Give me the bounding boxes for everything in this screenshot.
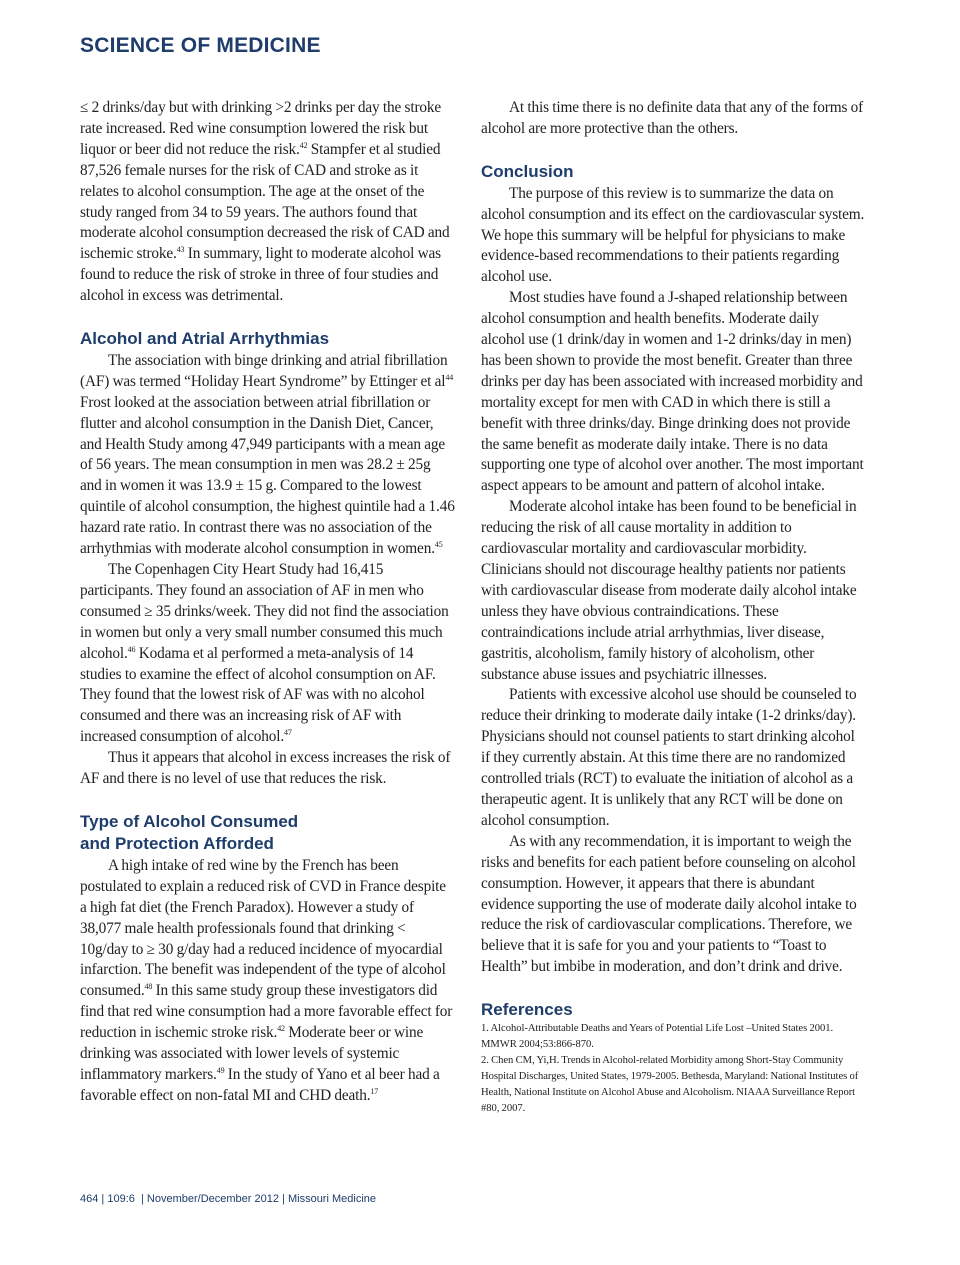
volume-issue: 109:6 xyxy=(107,1193,135,1205)
conclusion-paragraph-4: Patients with excessive alcohol use should be counseled to reduce their drinking to moderate daily intake (1-2 drinks/day). Physicians should not counsel patients to start drinking alcohol if they currently abstain. At this time there are no randomized controlled trials (RCT) to evaluate the initiation of alcohol as a therapeutic agent. It is unlikely that any RCT will be done on alcohol consumption. xyxy=(481,686,857,829)
conclusion-paragraph-2: Most studies have found a J-shaped relationship between alcohol consumption and health benefits. Moderate daily alcohol use (1 drink/day in women and 1-2 drinks/day in men) has been shown to provide the most benefit. Greater than three drinks per day has been associated with increased morbidity and mortality except for men with CAD in which there is still a benefit with three drinks/day. Binge drinking does not provide the same benefit as moderate daily intake. There is no data supporting one type of alcohol over another. The most important aspect appears to be amount and pattern of alcohol intake. xyxy=(481,289,864,495)
text-run: The association with binge drinking and atrial fibrillation (AF) was termed “Holiday Heart Syndrome” by Ettinger et al xyxy=(80,351,448,390)
text-run: In this same study group these investigators did find that red wine consumption had a more favorable effect for reduction in ischemic stroke risk. xyxy=(80,982,453,1042)
section-title: SCIENCE OF MEDICINE xyxy=(80,34,321,57)
citation: 43 xyxy=(176,245,185,255)
af-paragraph-2 xyxy=(80,560,455,748)
citation: 42 xyxy=(299,140,308,150)
conclusion-heading: Conclusion xyxy=(481,161,574,181)
conclusion-paragraph-3: Moderate alcohol intake has been found to be beneficial in reducing the risk of all cause mortality in addition to cardiovascular mortality and cardiovascular morbidity. Clinicians should not discourage healthy patients nor patients with cardiovascular disease from moderate daily alcohol intake unless they have obvious contraindications. These contraindications include atrial arrhythmias, liver disease, gastritis, alcoholism, family history of alcoholism, other substance abuse issues and psychiatric illnesses. xyxy=(481,498,857,683)
text-run: In the study of Yano et al beer had a favorable effect on non-fatal MI and CHD death. xyxy=(80,1065,440,1104)
citation: 45 xyxy=(434,540,443,550)
page-footer: 464 | 109:6 | November/December 2012 | Missouri Medicine xyxy=(80,1193,376,1205)
af-paragraph-1 xyxy=(80,351,455,560)
type-heading xyxy=(80,811,455,855)
left-column xyxy=(80,98,455,1107)
citation: 42 xyxy=(277,1024,285,1034)
citation: 46 xyxy=(127,644,136,654)
citation: 47 xyxy=(284,728,292,738)
citation: 49 xyxy=(216,1065,225,1075)
text-run: Kodama et al performed a meta-analysis of 14 studies to examine the effect of alcohol consumption on AF. They found that the lowest risk of AF was with no alcohol consumed and there was an increasing risk of AF with increased consumption of alcohol. xyxy=(80,644,436,746)
conclusion-paragraph-1: The purpose of this review is to summarize the data on alcohol consumption and its effect on the cardiovascular system. We hope this summary will be helpful for physicians to make evidence-based recommendations to their patients regarding alcohol use. xyxy=(481,184,865,286)
reference-item: 2. Chen CM, Yi,H. Trends in Alcohol-related Morbidity among Short-Stay Community Hospital Discharges, United States, 1979-2005. Bethesda, Maryland: National Institutes of Health, National Institute on Alcohol Abuse and Alcoholism. NIAAA Surveillance Report #80, 2007. xyxy=(481,1055,859,1115)
conclusion-paragraph-5: As with any recommendation, it is important to weigh the risks and benefits for each patient before counseling on alcohol consumption. However, it appears that there is abundant evidence supporting the use of moderate daily alcohol intake to reduce the risk of cardiovascular complications. Therefore, we believe that it is safe for you and your patients to “Toast to Health” but imbibe in moderation, and don’t drink and drive. xyxy=(481,832,857,976)
page-number: 464 xyxy=(80,1193,99,1205)
reference-item: 1. Alcohol-Attributable Deaths and Years of Potential Life Lost –United States 2001. MMWR 2004;53:866-870. xyxy=(481,1023,834,1051)
issue-date: November/December 2012 xyxy=(146,1193,279,1205)
text-run: A high intake of red wine by the French has been postulated to explain a reduced risk of CVD in France despite a high fat diet (the French Paradox). However a study of 38,077 male health professionals found that drinking < 10g/day to ≥ 30 g/day had a reduced incidence of myocardial infarction. The benefit was independent of the type of alcohol consumed. xyxy=(80,856,446,1000)
af-heading: Alcohol and Atrial Arrhythmias xyxy=(80,328,330,348)
intro-paragraph xyxy=(80,98,455,307)
text-run: The Copenhagen City Heart Study had 16,415 participants. They found an association of AF in men who consumed ≥ 35 drinks/week. They did not find the association in women but only a very small number consumed this much alcohol. xyxy=(80,561,449,662)
text-run: ≤ 2 drinks/day but with drinking >2 drinks per day the stroke rate increased. Red wine consumption lowered the risk but liquor or beer did not reduce the risk. xyxy=(80,99,442,158)
text-run: Stampfer et al studied 87,526 female nurses for the risk of CAD and stroke as it relates to alcohol consumption. The age at the onset of the study ranged from 34 to 59 years. The authors found that moderate alcohol consumption decreased the risk of CAD and ischemic stroke. xyxy=(80,140,450,263)
right-column xyxy=(481,98,865,1117)
citation: 44 xyxy=(445,372,454,382)
citation: 48 xyxy=(144,982,153,992)
citation: 17 xyxy=(370,1086,379,1096)
references-section xyxy=(481,999,865,1117)
heading-line: and Protection Afforded xyxy=(80,833,274,853)
text-run: In summary, light to moderate alcohol was found to reduce the risk of stroke in three of four studies and alcohol in excess was detrimental. xyxy=(80,245,441,305)
top-paragraph: At this time there is no definite data that any of the forms of alcohol are more protective than the others. xyxy=(481,99,864,137)
text-run: Moderate beer or wine drinking was associated with lower levels of systemic inflammatory markers. xyxy=(80,1024,424,1083)
text-run: Frost looked at the association between atrial fibrillation or flutter and alcohol consumption in the Danish Diet, Cancer, and Health Study among 47,949 participants with a mean age of 56 years. The mean consumption in men was 28.2 ± 25g and in women it was 13.9 ± 15 g. Compared to the lowest quintile of alcohol consumption, the highest quintile had a 1.46 hazard rate ratio. In contrast there was no association of the arrhythmias with moderate alcohol consumption in women. xyxy=(80,393,455,558)
heading-line: Type of Alcohol Consumed xyxy=(80,811,299,831)
af-paragraph-3: Thus it appears that alcohol in excess increases the risk of AF and there is no level of use that reduces the risk. xyxy=(80,749,451,788)
journal-name: Missouri Medicine xyxy=(287,1193,376,1205)
type-paragraph-1 xyxy=(80,856,455,1107)
references-heading: References xyxy=(481,1000,573,1020)
